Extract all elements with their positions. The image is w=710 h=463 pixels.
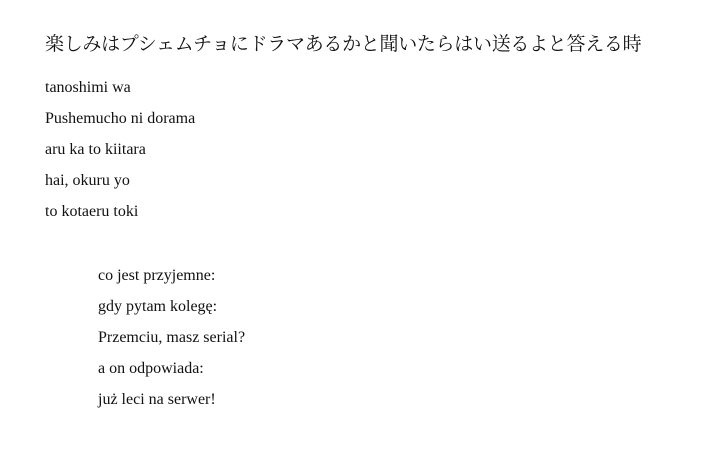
- polish-line: Przemciu, masz serial?: [98, 329, 246, 346]
- romaji-line: Pushemucho ni dorama: [45, 110, 196, 127]
- romaji-stanza: [45, 72, 195, 227]
- polish-line: gdy pytam kolegę:: [98, 298, 218, 315]
- romaji-line: to kotaeru toki: [45, 203, 139, 220]
- japanese-poem-title: 楽しみはプシェムチョにドラマあるかと聞いたらはい送るよと答える時: [45, 33, 642, 55]
- polish-stanza: [98, 260, 245, 415]
- polish-line: a on odpowiada:: [98, 360, 204, 377]
- polish-line: już leci na serwer!: [98, 391, 216, 408]
- polish-line: co jest przyjemne:: [98, 267, 216, 284]
- romaji-line: aru ka to kiitara: [45, 141, 146, 158]
- romaji-line: tanoshimi wa: [45, 79, 131, 96]
- romaji-line: hai, okuru yo: [45, 172, 130, 189]
